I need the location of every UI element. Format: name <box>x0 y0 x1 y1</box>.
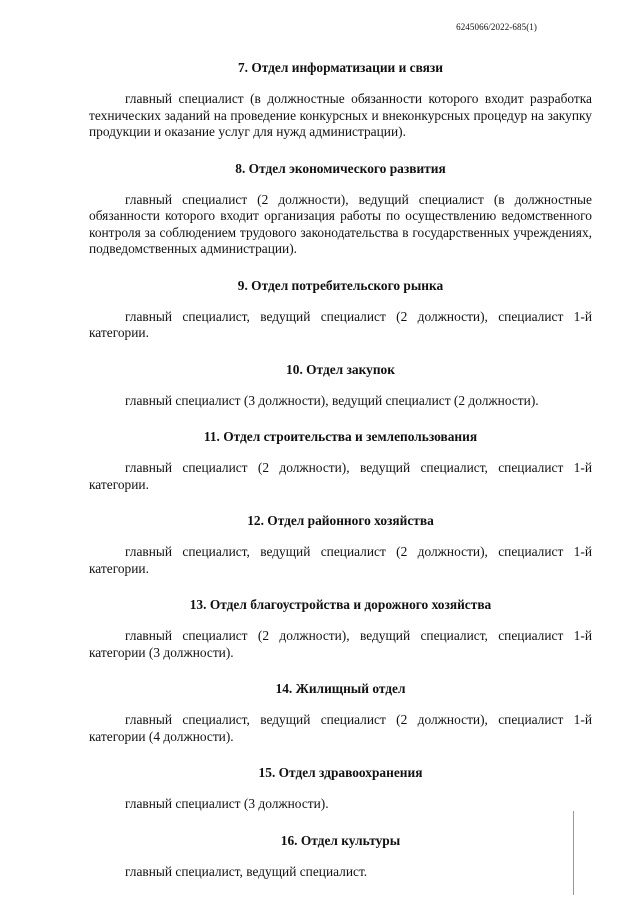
section-7 <box>89 59 592 160</box>
section-body: главный специалист, ведущий специалист (2 должности), специалист 1-й категории. <box>89 544 592 576</box>
section-15 <box>89 764 592 832</box>
section-body: главный специалист (в должностные обязанности которого входит разработка технических заданий на проведение конкурсных и внеконкурсных процедур на закупку продукции и оказание услуг для нужд администрации). <box>89 91 592 139</box>
section-body: главный специалист (3 должности), ведущий специалист (2 должности). <box>125 392 539 408</box>
section-body: главный специалист, ведущий специалист (2 должности), специалист 1-й категории. <box>89 308 592 340</box>
sections-list <box>89 59 592 880</box>
section-14 <box>89 680 592 764</box>
section-body: главный специалист (2 должности), ведущий специалист (в должностные обязанности которого входит организация работы по осуществлению ведомственного контроля за соблюдением трудового законодательства в государственных учреждениях, подведомственных администрации). <box>89 191 592 256</box>
section-title: 10. Отдел закупок <box>286 361 395 377</box>
section-title: 13. Отдел благоустройства и дорожного хозяйства <box>189 597 492 612</box>
section-body: главный специалист (2 должности), ведущий специалист, специалист 1-й категории (3 должности). <box>89 628 592 660</box>
section-title: 11. Отдел строительства и землепользования <box>203 429 478 444</box>
section-title: 14. Жилищный отдел <box>275 681 406 696</box>
section-12 <box>89 512 592 596</box>
section-body: главный специалист, ведущий специалист. <box>125 863 368 879</box>
section-13 <box>89 596 592 680</box>
section-body: главный специалист (2 должности), ведущий специалист, специалист 1-й категории. <box>89 460 592 492</box>
section-9 <box>89 277 592 361</box>
section-16 <box>89 832 592 881</box>
section-body: главный специалист (3 должности). <box>125 796 329 811</box>
section-title: 7. Отдел информатизации и связи <box>237 60 444 75</box>
scan-margin-line <box>573 811 574 895</box>
document-number: 6245066/2022-685(1) <box>456 22 537 32</box>
section-8 <box>89 160 592 277</box>
section-title: 8. Отдел экономического развития <box>235 160 446 176</box>
section-11 <box>89 428 592 512</box>
section-title: 16. Отдел культуры <box>280 832 401 848</box>
section-body: главный специалист, ведущий специалист (2 должности), специалист 1-й категории (4 должности). <box>89 712 592 744</box>
section-title: 15. Отдел здравоохранения <box>258 765 423 780</box>
section-title: 9. Отдел потребительского рынка <box>237 277 444 293</box>
section-10 <box>89 361 592 429</box>
section-title: 12. Отдел районного хозяйства <box>247 513 434 528</box>
